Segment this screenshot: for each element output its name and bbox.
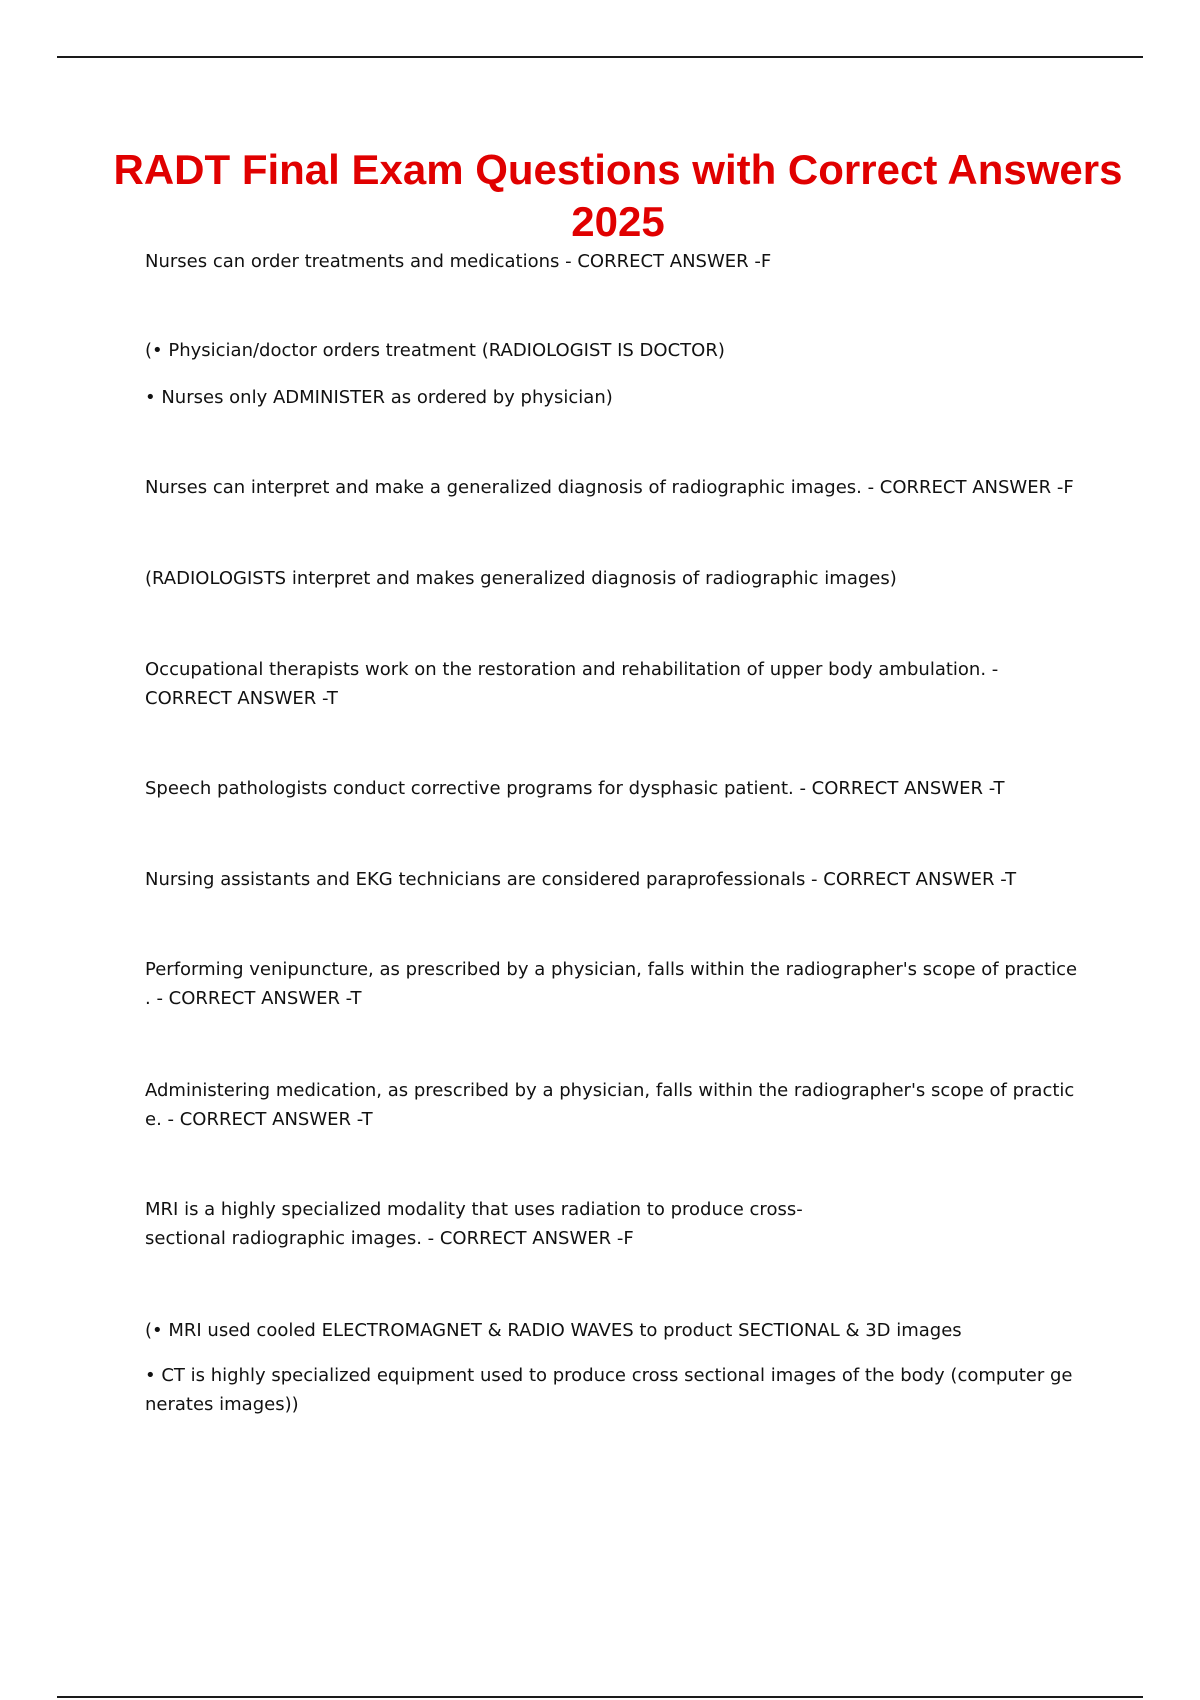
paragraph-2: (• Physician/doctor orders treatment (RADIOLOGIST IS DOCTOR) xyxy=(145,340,725,361)
paragraph-13: • CT is highly specialized equipment used to produce cross sectional images of the body (computer ge nerates images)) xyxy=(145,1365,1073,1415)
paragraph-11: MRI is a highly specialized modality that uses radiation to produce cross- sectional radiographic images. - CORRECT ANSWER -F xyxy=(145,1199,803,1249)
paragraph-10: Administering medication, as prescribed by a physician, falls within the radiographer's scope of practic e. - CORRECT ANSWER -T xyxy=(145,1080,1075,1130)
paragraph-3: • Nurses only ADMINISTER as ordered by physician) xyxy=(145,387,613,408)
paragraph-6: Occupational therapists work on the restoration and rehabilitation of upper body ambulation. - CORRECT ANSWER -T xyxy=(145,659,999,709)
document-title: RADT Final Exam Questions with Correct Answers 2025 xyxy=(113,146,1123,245)
paragraph-5: (RADIOLOGISTS interpret and makes generalized diagnosis of radiographic images) xyxy=(145,568,897,589)
paragraph-12: (• MRI used cooled ELECTROMAGNET & RADIO WAVES to product SECTIONAL & 3D images xyxy=(145,1320,962,1341)
top-rule xyxy=(57,56,1143,58)
paragraph-7: Speech pathologists conduct corrective programs for dysphasic patient. - CORRECT ANSWER -T xyxy=(145,778,1005,799)
paragraph-9: Performing venipuncture, as prescribed by a physician, falls within the radiographer's scope of practice . - CORRECT ANSWER -T xyxy=(145,959,1078,1009)
paragraph-1: Nurses can order treatments and medications - CORRECT ANSWER -F xyxy=(145,251,772,272)
bottom-rule xyxy=(57,1696,1143,1698)
paragraph-8: Nursing assistants and EKG technicians are considered paraprofessionals - CORRECT ANSWER -T xyxy=(145,869,1017,890)
paragraph-4: Nurses can interpret and make a generalized diagnosis of radiographic images. - CORRECT ANSWER -F xyxy=(145,477,1074,498)
